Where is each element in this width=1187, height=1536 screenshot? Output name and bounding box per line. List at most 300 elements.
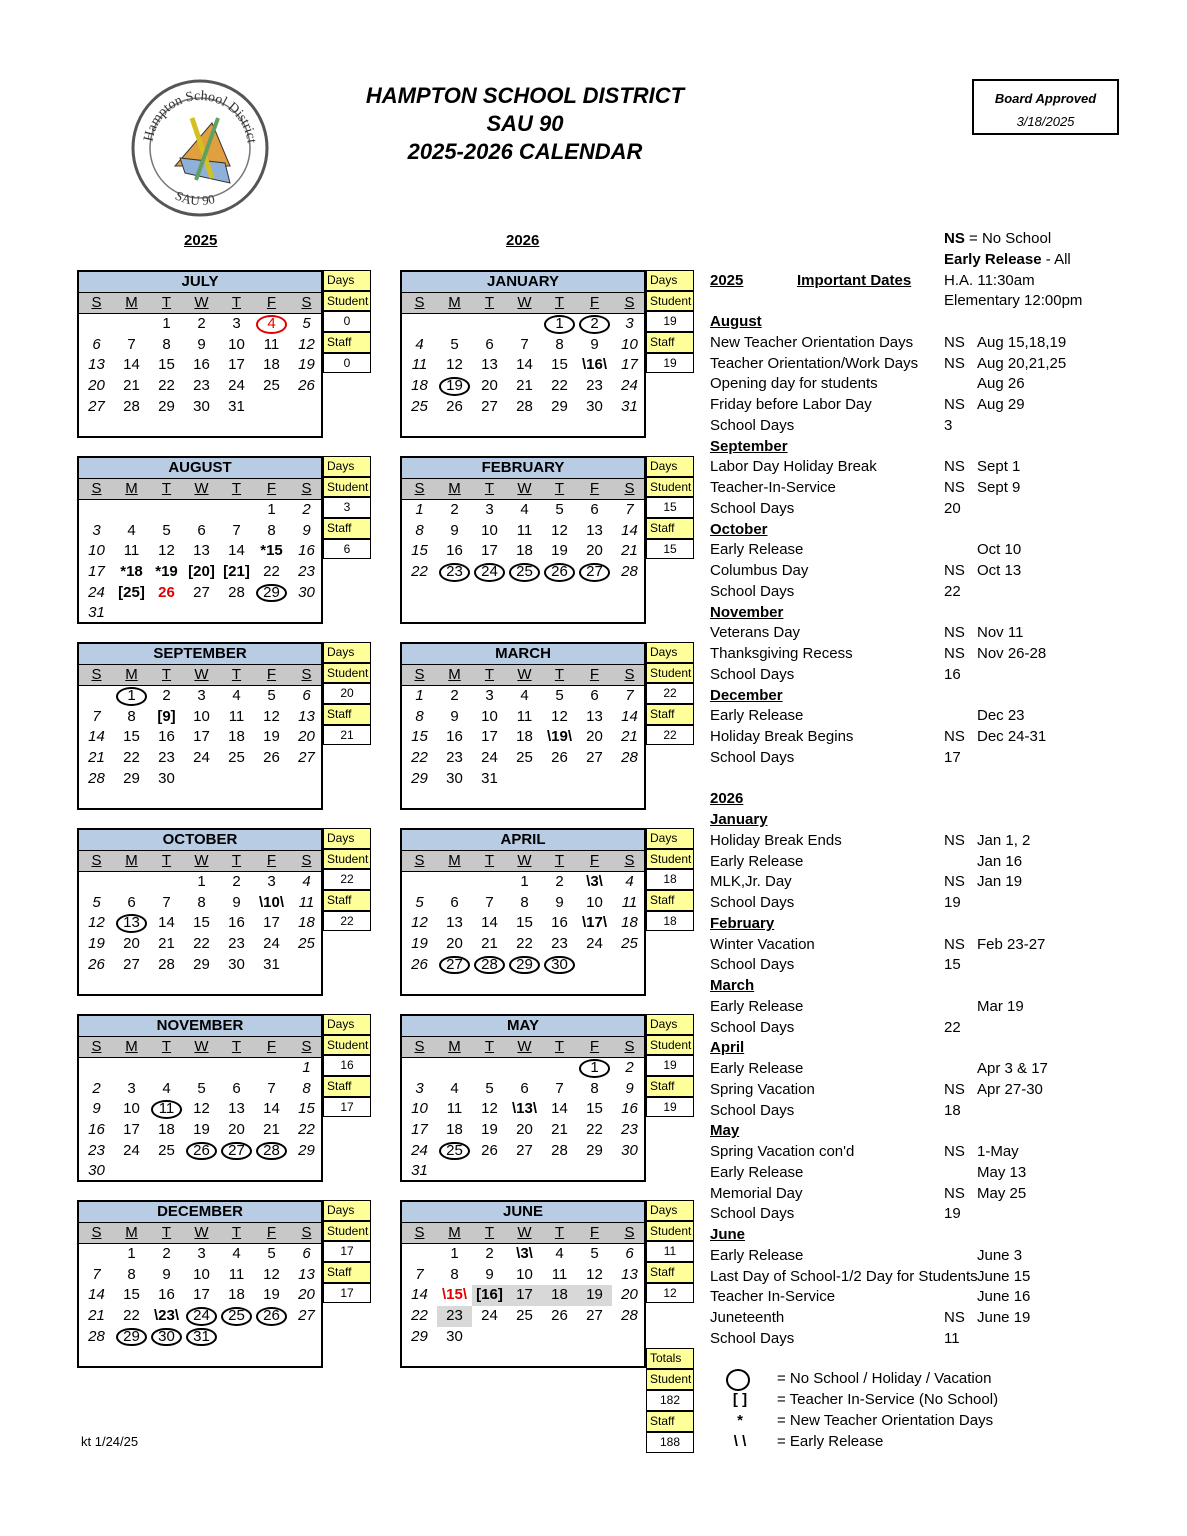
day-cell: 20 — [586, 542, 603, 560]
day-of-week-header — [79, 1037, 321, 1058]
date-value: Jan 16 — [977, 852, 1023, 870]
date-row — [710, 333, 1180, 354]
day-cell — [219, 1058, 254, 1079]
day-cell: 25 — [516, 1307, 533, 1325]
day-header: S — [301, 294, 312, 311]
day-cell: 17 — [228, 356, 245, 374]
date-event: School Days — [710, 1101, 795, 1119]
day-cell: 27 — [586, 1307, 603, 1325]
date-event: March — [710, 977, 755, 994]
day-header: S — [91, 1224, 102, 1241]
day-cell — [612, 1327, 647, 1348]
day-cell: 28 — [621, 563, 638, 581]
day-cell: 8 — [555, 335, 564, 353]
day-cell: 13 — [586, 707, 603, 725]
day-cell: 7 — [92, 1265, 101, 1283]
day-cell: 26 — [298, 377, 315, 395]
legend-text: = No School / Holiday / Vacation — [777, 1370, 992, 1387]
day-header: S — [301, 480, 312, 497]
date-row — [710, 1163, 1180, 1184]
day-cell: 18 — [446, 1121, 463, 1139]
day-cell: 26 — [481, 1141, 498, 1159]
approved-label: Board Approved — [994, 91, 1097, 106]
day-cell: 3 — [415, 1079, 424, 1097]
day-of-week-header — [402, 293, 644, 314]
week-row — [402, 1306, 644, 1327]
week-row — [79, 707, 321, 728]
day-header: F — [589, 852, 600, 869]
week-row — [402, 1285, 644, 1306]
approved-date: 3/18/2025 — [1016, 114, 1075, 129]
day-cell: 21 — [621, 542, 638, 560]
day-cell: 16 — [88, 1121, 105, 1139]
day-cell: 28 — [228, 583, 245, 601]
day-header: S — [414, 480, 425, 497]
day-cell: [21] — [223, 563, 250, 581]
day-cell: 29 — [114, 1327, 149, 1348]
day-cell: 2 — [197, 315, 206, 332]
day-header: S — [91, 852, 102, 869]
days-label: Days — [323, 642, 371, 663]
day-cell: 15 — [158, 356, 175, 374]
days-count-column — [646, 1014, 694, 1117]
day-cell: \15\ — [441, 1286, 468, 1304]
day-cell: 7 — [162, 893, 171, 911]
day-header: T — [554, 1224, 565, 1241]
day-cell: 11 — [621, 893, 638, 911]
day-cell: 11 — [228, 1265, 245, 1283]
date-row — [710, 872, 1180, 893]
day-cell — [79, 1244, 114, 1265]
date-event: Thanksgiving Recess — [710, 645, 853, 662]
day-header: T — [484, 1224, 495, 1241]
date-value: Dec 24-31 — [977, 728, 1047, 745]
date-status: 3 — [944, 416, 953, 434]
day-cell: 5 — [485, 1079, 494, 1097]
day-header: F — [589, 480, 600, 497]
day-cell: 9 — [232, 893, 241, 911]
day-cell: 3 — [197, 687, 206, 704]
date-event: Early Release — [710, 997, 804, 1015]
day-cell: 7 — [267, 1079, 276, 1097]
month-name: NOVEMBER — [79, 1016, 321, 1037]
day-cell: 24 — [184, 1306, 219, 1327]
week-row — [402, 335, 644, 356]
calendar-title — [330, 82, 720, 166]
day-cell: 7 — [415, 1265, 424, 1283]
day-cell: 13 — [114, 913, 149, 934]
day-header: T — [484, 666, 495, 683]
day-cell — [507, 1327, 542, 1348]
day-header: T — [231, 480, 242, 497]
date-event: December — [710, 686, 783, 704]
day-cell: \19\ — [546, 728, 573, 746]
day-header: M — [125, 480, 138, 497]
week-row — [402, 541, 644, 562]
date-value: Aug 29 — [977, 396, 1025, 413]
day-header: F — [266, 1224, 277, 1241]
date-status: NS = No School — [944, 230, 1052, 247]
day-cell: 25 — [158, 1141, 175, 1159]
day-cell: 3 — [267, 873, 276, 890]
day-cell: 14 — [516, 356, 533, 374]
student-label: Student — [646, 663, 694, 684]
day-header: T — [231, 1038, 242, 1055]
day-cell: 29 — [123, 769, 140, 787]
days-label: Days — [646, 270, 694, 291]
day-header: F — [266, 852, 277, 869]
week-row — [402, 1120, 644, 1141]
week-row — [79, 541, 321, 562]
date-event: Spring Vacation con'd — [710, 1143, 855, 1160]
day-cell: 11 — [516, 521, 533, 539]
day-cell — [114, 500, 149, 521]
student-label: Student — [323, 1035, 371, 1056]
day-cell: 7 — [520, 335, 529, 353]
day-cell: 2 — [232, 873, 241, 890]
date-row — [710, 520, 1180, 541]
week-row — [402, 1141, 644, 1162]
date-row — [710, 955, 1180, 976]
staff-label: Staff — [646, 1076, 694, 1097]
week-row — [402, 686, 644, 707]
week-row — [402, 748, 644, 769]
day-cell: 15 — [551, 356, 568, 374]
day-cell: 25 — [516, 749, 533, 767]
day-cell: 10 — [411, 1100, 428, 1118]
day-cell: 10 — [88, 542, 105, 560]
date-event: Labor Day Holiday Break — [710, 458, 877, 476]
date-status: NS — [944, 1143, 965, 1160]
date-event: April — [710, 1039, 745, 1057]
day-cell: 11 — [446, 1100, 463, 1118]
day-cell: 26 — [542, 562, 577, 583]
date-event: Juneteenth — [710, 1309, 785, 1326]
month-may — [400, 1014, 646, 1182]
day-cell: 28 — [621, 1307, 638, 1325]
week-row — [79, 769, 321, 790]
date-status: NS — [944, 624, 965, 642]
staff-label: Staff — [646, 704, 694, 725]
date-event: Holiday Break Ends — [710, 831, 842, 849]
day-cell: 9 — [590, 335, 599, 353]
day-cell: 25 — [437, 1141, 472, 1162]
day-cell: 2 — [450, 501, 459, 518]
day-cell: 30 — [446, 769, 463, 787]
staff-label: Staff — [323, 332, 371, 353]
day-cell: 28 — [158, 955, 175, 973]
day-cell: 6 — [520, 1079, 529, 1097]
date-status: NS — [944, 396, 965, 413]
day-cell — [612, 769, 647, 790]
date-row — [710, 831, 1180, 852]
day-cell: 14 — [411, 1286, 428, 1304]
day-header: T — [231, 852, 242, 869]
day-of-week-header — [79, 479, 321, 500]
day-cell — [114, 603, 149, 624]
day-cell: 23 — [88, 1141, 105, 1159]
day-cell: 27 — [481, 397, 498, 415]
day-cell: 17 — [481, 728, 498, 746]
student-label: Student — [646, 291, 694, 312]
date-value: Nov 26-28 — [977, 645, 1047, 662]
day-cell: 17 — [123, 1121, 140, 1139]
day-header: T — [554, 852, 565, 869]
day-cell — [612, 955, 647, 976]
day-cell — [79, 686, 114, 707]
date-row — [710, 457, 1180, 478]
month-name: MARCH — [402, 644, 644, 665]
day-cell: 6 — [127, 893, 136, 911]
day-cell: 7 — [485, 893, 494, 911]
day-cell — [612, 1161, 647, 1182]
date-status: 15 — [944, 956, 961, 974]
day-header: M — [448, 1038, 461, 1055]
day-cell: 8 — [127, 1265, 136, 1283]
day-header: T — [484, 480, 495, 497]
date-value: Aug 26 — [977, 375, 1025, 393]
day-header: W — [517, 852, 532, 869]
day-cell: 4 — [520, 501, 529, 518]
date-event: 2025 Important Dates — [710, 271, 912, 289]
day-cell: 5 — [92, 893, 101, 911]
date-row — [710, 229, 1180, 250]
date-value: June 16 — [977, 1288, 1031, 1306]
day-of-week-header — [402, 479, 644, 500]
legend-symbol: [ ] — [732, 1391, 748, 1408]
day-cell: 5 — [555, 501, 564, 518]
day-cell: 26 — [551, 1307, 568, 1325]
week-row — [79, 1058, 321, 1079]
week-row — [79, 955, 321, 976]
day-cell: 15 — [123, 1286, 140, 1304]
day-cell: 26 — [158, 583, 175, 601]
day-cell: 19 — [551, 542, 568, 560]
day-header: S — [91, 294, 102, 311]
day-cell: 22 — [158, 377, 175, 395]
date-row — [710, 893, 1180, 914]
day-cell: [9] — [157, 707, 176, 725]
date-status: 18 — [944, 1101, 961, 1119]
day-cell: 24 — [481, 1307, 498, 1325]
day-cell: 11 — [228, 707, 245, 725]
day-cell: 12 — [586, 1265, 603, 1283]
staff-days-value: 12 — [646, 1283, 694, 1304]
day-cell: 11 — [411, 356, 428, 374]
day-cell: [16] — [472, 1285, 507, 1306]
day-cell: 17 — [507, 1285, 542, 1306]
day-cell: 9 — [162, 1265, 171, 1283]
date-status: NS — [944, 1309, 965, 1326]
day-cell: 15 — [586, 1100, 603, 1118]
day-cell: 29 — [193, 955, 210, 973]
day-cell: 2 — [450, 687, 459, 704]
day-cell: 18 — [542, 1285, 577, 1306]
date-row — [710, 914, 1180, 935]
day-cell — [507, 314, 542, 335]
week-row — [79, 314, 321, 335]
month-name: APRIL — [402, 830, 644, 851]
day-cell — [472, 1058, 507, 1079]
title-line-2: SAU 90 — [486, 111, 564, 136]
student-label: Student — [646, 1035, 694, 1056]
staff-days-value: 15 — [646, 539, 694, 560]
day-cell: 8 — [127, 707, 136, 725]
day-cell — [219, 769, 254, 790]
date-event: November — [710, 603, 784, 621]
day-cell: 6 — [590, 501, 599, 518]
days-count-column — [323, 828, 371, 931]
student-label: Student — [323, 663, 371, 684]
date-event: School Days — [710, 582, 795, 600]
day-cell: 20 — [123, 935, 140, 953]
day-header: T — [484, 1038, 495, 1055]
day-header: M — [448, 852, 461, 869]
week-row — [79, 686, 321, 707]
week-row — [79, 748, 321, 769]
staff-days-value: 0 — [323, 353, 371, 374]
day-cell: 27 — [193, 583, 210, 601]
date-event: Winter Vacation — [710, 935, 815, 953]
day-header: W — [194, 1224, 209, 1241]
day-cell: 16 — [228, 914, 245, 932]
day-cell: 13 — [298, 707, 315, 725]
day-header: W — [194, 852, 209, 869]
day-cell: 31 — [184, 1327, 219, 1348]
day-header: S — [624, 294, 635, 311]
day-cell: 23 — [437, 1306, 472, 1327]
student-days-value: 22 — [323, 869, 371, 890]
day-cell: 30 — [193, 397, 210, 415]
day-cell: 5 — [197, 1079, 206, 1097]
day-header: M — [125, 294, 138, 311]
day-header: F — [589, 666, 600, 683]
day-cell: *18 — [120, 563, 143, 581]
week-row — [402, 314, 644, 335]
date-status: NS — [944, 831, 965, 849]
day-cell: 14 — [551, 1100, 568, 1118]
day-header: M — [448, 666, 461, 683]
date-value: 1-May — [977, 1143, 1019, 1160]
day-cell: 12 — [551, 521, 568, 539]
day-cell: 5 — [415, 893, 424, 911]
day-cell: *19 — [155, 563, 178, 581]
date-row — [710, 271, 1180, 292]
date-row — [710, 686, 1180, 707]
day-cell: [20] — [188, 563, 215, 581]
week-row — [79, 603, 321, 624]
day-cell: 27 — [516, 1141, 533, 1159]
week-row — [79, 355, 321, 376]
date-status: H.A. 11:30am — [944, 271, 1035, 289]
day-cell: \10\ — [258, 893, 285, 911]
week-row — [402, 1079, 644, 1100]
days-label: Days — [323, 270, 371, 291]
day-cell: \16\ — [581, 356, 608, 374]
date-row — [710, 727, 1180, 748]
date-row — [710, 1204, 1180, 1225]
day-cell: 1 — [302, 1059, 311, 1076]
day-cell: 10 — [586, 893, 603, 911]
date-value: Feb 23-27 — [977, 935, 1046, 953]
month-name: AUGUST — [79, 458, 321, 479]
day-cell: 6 — [92, 335, 101, 353]
day-cell: 23 — [437, 562, 472, 583]
date-value: Aug 20,21,25 — [977, 354, 1067, 372]
week-row — [79, 562, 321, 583]
day-cell: 30 — [446, 1327, 463, 1345]
date-row — [710, 540, 1180, 561]
day-cell: 30 — [298, 583, 315, 601]
date-row — [710, 603, 1180, 624]
day-cell: 22 — [263, 563, 280, 581]
year-label-2026: 2026 — [506, 232, 540, 249]
day-cell: 4 — [520, 687, 529, 704]
day-cell: 11 — [551, 1265, 568, 1283]
day-cell: 23 — [298, 563, 315, 581]
day-cell: 26 — [263, 749, 280, 767]
day-cell: 3 — [485, 687, 494, 704]
date-event: School Days — [710, 748, 795, 766]
day-cell: 15 — [298, 1100, 315, 1118]
day-cell: 5 — [590, 1245, 599, 1262]
days-count-column — [646, 270, 694, 373]
day-header: W — [517, 1038, 532, 1055]
day-cell: 16 — [621, 1100, 638, 1118]
day-cell: 6 — [302, 1245, 311, 1262]
day-cell: 30 — [228, 955, 245, 973]
date-event: School Days — [710, 894, 795, 911]
day-cell: 3 — [625, 315, 634, 332]
week-row — [402, 376, 644, 397]
date-value: June 19 — [977, 1309, 1031, 1326]
date-row — [710, 769, 1180, 790]
date-value: May 25 — [977, 1184, 1027, 1202]
date-event: School Days — [710, 416, 795, 434]
day-header: W — [194, 666, 209, 683]
day-cell — [289, 1327, 324, 1348]
days-count-column — [323, 1200, 371, 1303]
date-row — [710, 1059, 1180, 1080]
day-cell: 10 — [193, 707, 210, 725]
day-cell: 1 — [415, 687, 424, 704]
week-row — [402, 500, 644, 521]
day-cell: 21 — [551, 1121, 568, 1139]
date-row — [710, 582, 1180, 603]
date-row — [710, 665, 1180, 686]
day-cell: 7 — [92, 707, 101, 725]
week-row — [79, 872, 321, 893]
day-cell: 29 — [411, 1327, 428, 1345]
staff-label: Staff — [646, 890, 694, 911]
date-event: May — [710, 1122, 740, 1140]
month-october — [77, 828, 323, 996]
day-cell: 14 — [88, 1286, 105, 1304]
day-cell: 8 — [197, 893, 206, 911]
date-event: June — [710, 1226, 746, 1243]
day-cell: 13 — [298, 1265, 315, 1283]
day-cell: \3\ — [516, 1245, 533, 1262]
date-event: January — [710, 811, 768, 828]
day-header: W — [194, 1038, 209, 1055]
day-cell: 28 — [516, 397, 533, 415]
date-value: Oct 13 — [977, 562, 1022, 579]
month-december — [77, 1200, 323, 1368]
day-cell: 14 — [123, 356, 140, 374]
month-march — [400, 642, 646, 810]
date-value: Apr 3 & 17 — [977, 1060, 1048, 1077]
date-status: NS — [944, 333, 965, 351]
